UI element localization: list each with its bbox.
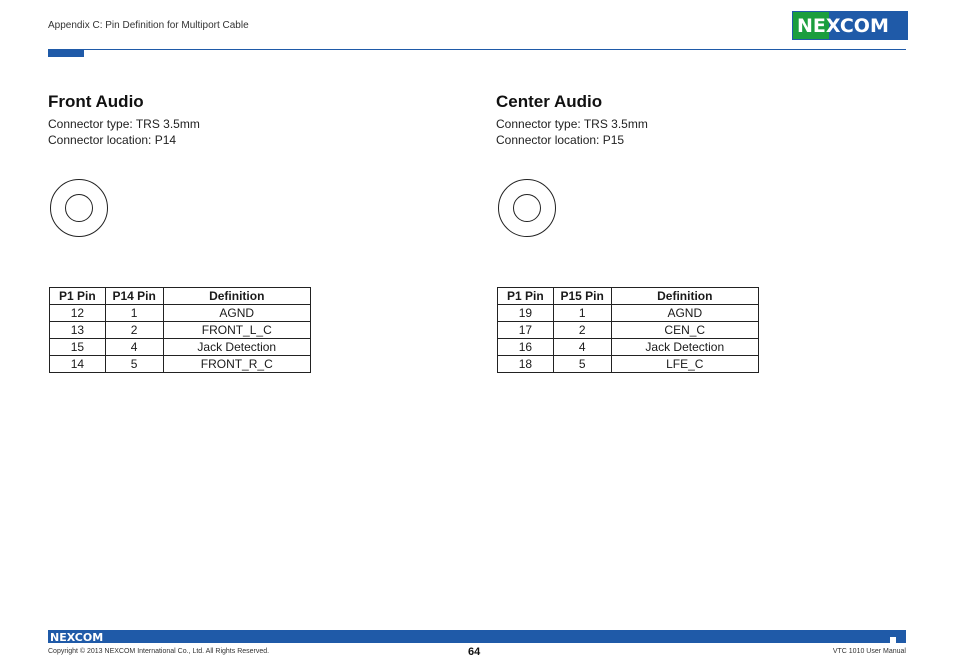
footer-bar bbox=[48, 630, 906, 643]
table-cell: 15 bbox=[50, 339, 106, 356]
section-title-front-audio: Front Audio bbox=[48, 92, 144, 111]
column-header: Definition bbox=[163, 288, 311, 305]
table-row bbox=[50, 305, 311, 322]
pin-table-center-audio bbox=[497, 287, 759, 373]
footer-decor-square bbox=[890, 630, 896, 636]
logo-text: NEXCOM bbox=[797, 15, 889, 37]
table-cell: 4 bbox=[105, 339, 163, 356]
table-cell: 2 bbox=[105, 322, 163, 339]
section-title-center-audio: Center Audio bbox=[496, 92, 603, 111]
column-header: P15 Pin bbox=[553, 288, 611, 305]
table-cell: 16 bbox=[498, 339, 554, 356]
table-cell: Jack Detection bbox=[611, 339, 758, 356]
column-header: P1 Pin bbox=[50, 288, 106, 305]
table-cell: CEN_C bbox=[611, 322, 758, 339]
table-cell: 2 bbox=[553, 322, 611, 339]
table-cell: FRONT_L_C bbox=[163, 322, 311, 339]
pin-table-front-audio bbox=[49, 287, 311, 373]
page-number: 64 bbox=[468, 646, 481, 658]
nexcom-logo bbox=[792, 11, 908, 40]
table-cell: AGND bbox=[163, 305, 311, 322]
trs-jack-inner-ring bbox=[513, 194, 541, 222]
footer-decor-square bbox=[899, 637, 905, 643]
column-header: Definition bbox=[611, 288, 758, 305]
table-cell: 5 bbox=[105, 356, 163, 373]
table-cell: 5 bbox=[553, 356, 611, 373]
table-row bbox=[498, 322, 759, 339]
column-header: P14 Pin bbox=[105, 288, 163, 305]
table-cell: Jack Detection bbox=[163, 339, 311, 356]
column-header: P1 Pin bbox=[498, 288, 554, 305]
table-cell: 12 bbox=[50, 305, 106, 322]
header-rule bbox=[48, 49, 906, 50]
header-breadcrumb: Appendix C: Pin Definition for Multiport Cable bbox=[48, 20, 249, 31]
connector-type-front: Connector type: TRS 3.5mm bbox=[48, 117, 200, 131]
trs-jack-icon bbox=[498, 179, 556, 237]
table-cell: 1 bbox=[553, 305, 611, 322]
table-cell: 14 bbox=[50, 356, 106, 373]
table-cell: AGND bbox=[611, 305, 758, 322]
table-row bbox=[498, 356, 759, 373]
table-row bbox=[50, 339, 311, 356]
table-row bbox=[50, 322, 311, 339]
footer-manual-name: VTC 1010 User Manual bbox=[832, 648, 906, 655]
table-cell: FRONT_R_C bbox=[163, 356, 311, 373]
table-header-row bbox=[50, 288, 311, 305]
table-row bbox=[50, 356, 311, 373]
header-rule-tab bbox=[48, 49, 84, 57]
trs-jack-icon bbox=[50, 179, 108, 237]
footer-logo: NEXCOM bbox=[50, 631, 104, 644]
table-row bbox=[498, 305, 759, 322]
table-row bbox=[498, 339, 759, 356]
table-header-row bbox=[498, 288, 759, 305]
table-cell: 18 bbox=[498, 356, 554, 373]
connector-location-front: Connector location: P14 bbox=[48, 133, 177, 147]
table-cell: 13 bbox=[50, 322, 106, 339]
table-cell: 17 bbox=[498, 322, 554, 339]
trs-jack-inner-ring bbox=[65, 194, 93, 222]
table-cell: LFE_C bbox=[611, 356, 758, 373]
footer-copyright: Copyright © 2013 NEXCOM International Co., Ltd. All Rights Reserved. bbox=[48, 648, 270, 655]
connector-type-center: Connector type: TRS 3.5mm bbox=[496, 117, 648, 131]
footer-decor-gap bbox=[890, 637, 896, 643]
connector-location-center: Connector location: P15 bbox=[496, 133, 625, 147]
table-cell: 4 bbox=[553, 339, 611, 356]
table-cell: 1 bbox=[105, 305, 163, 322]
table-cell: 19 bbox=[498, 305, 554, 322]
